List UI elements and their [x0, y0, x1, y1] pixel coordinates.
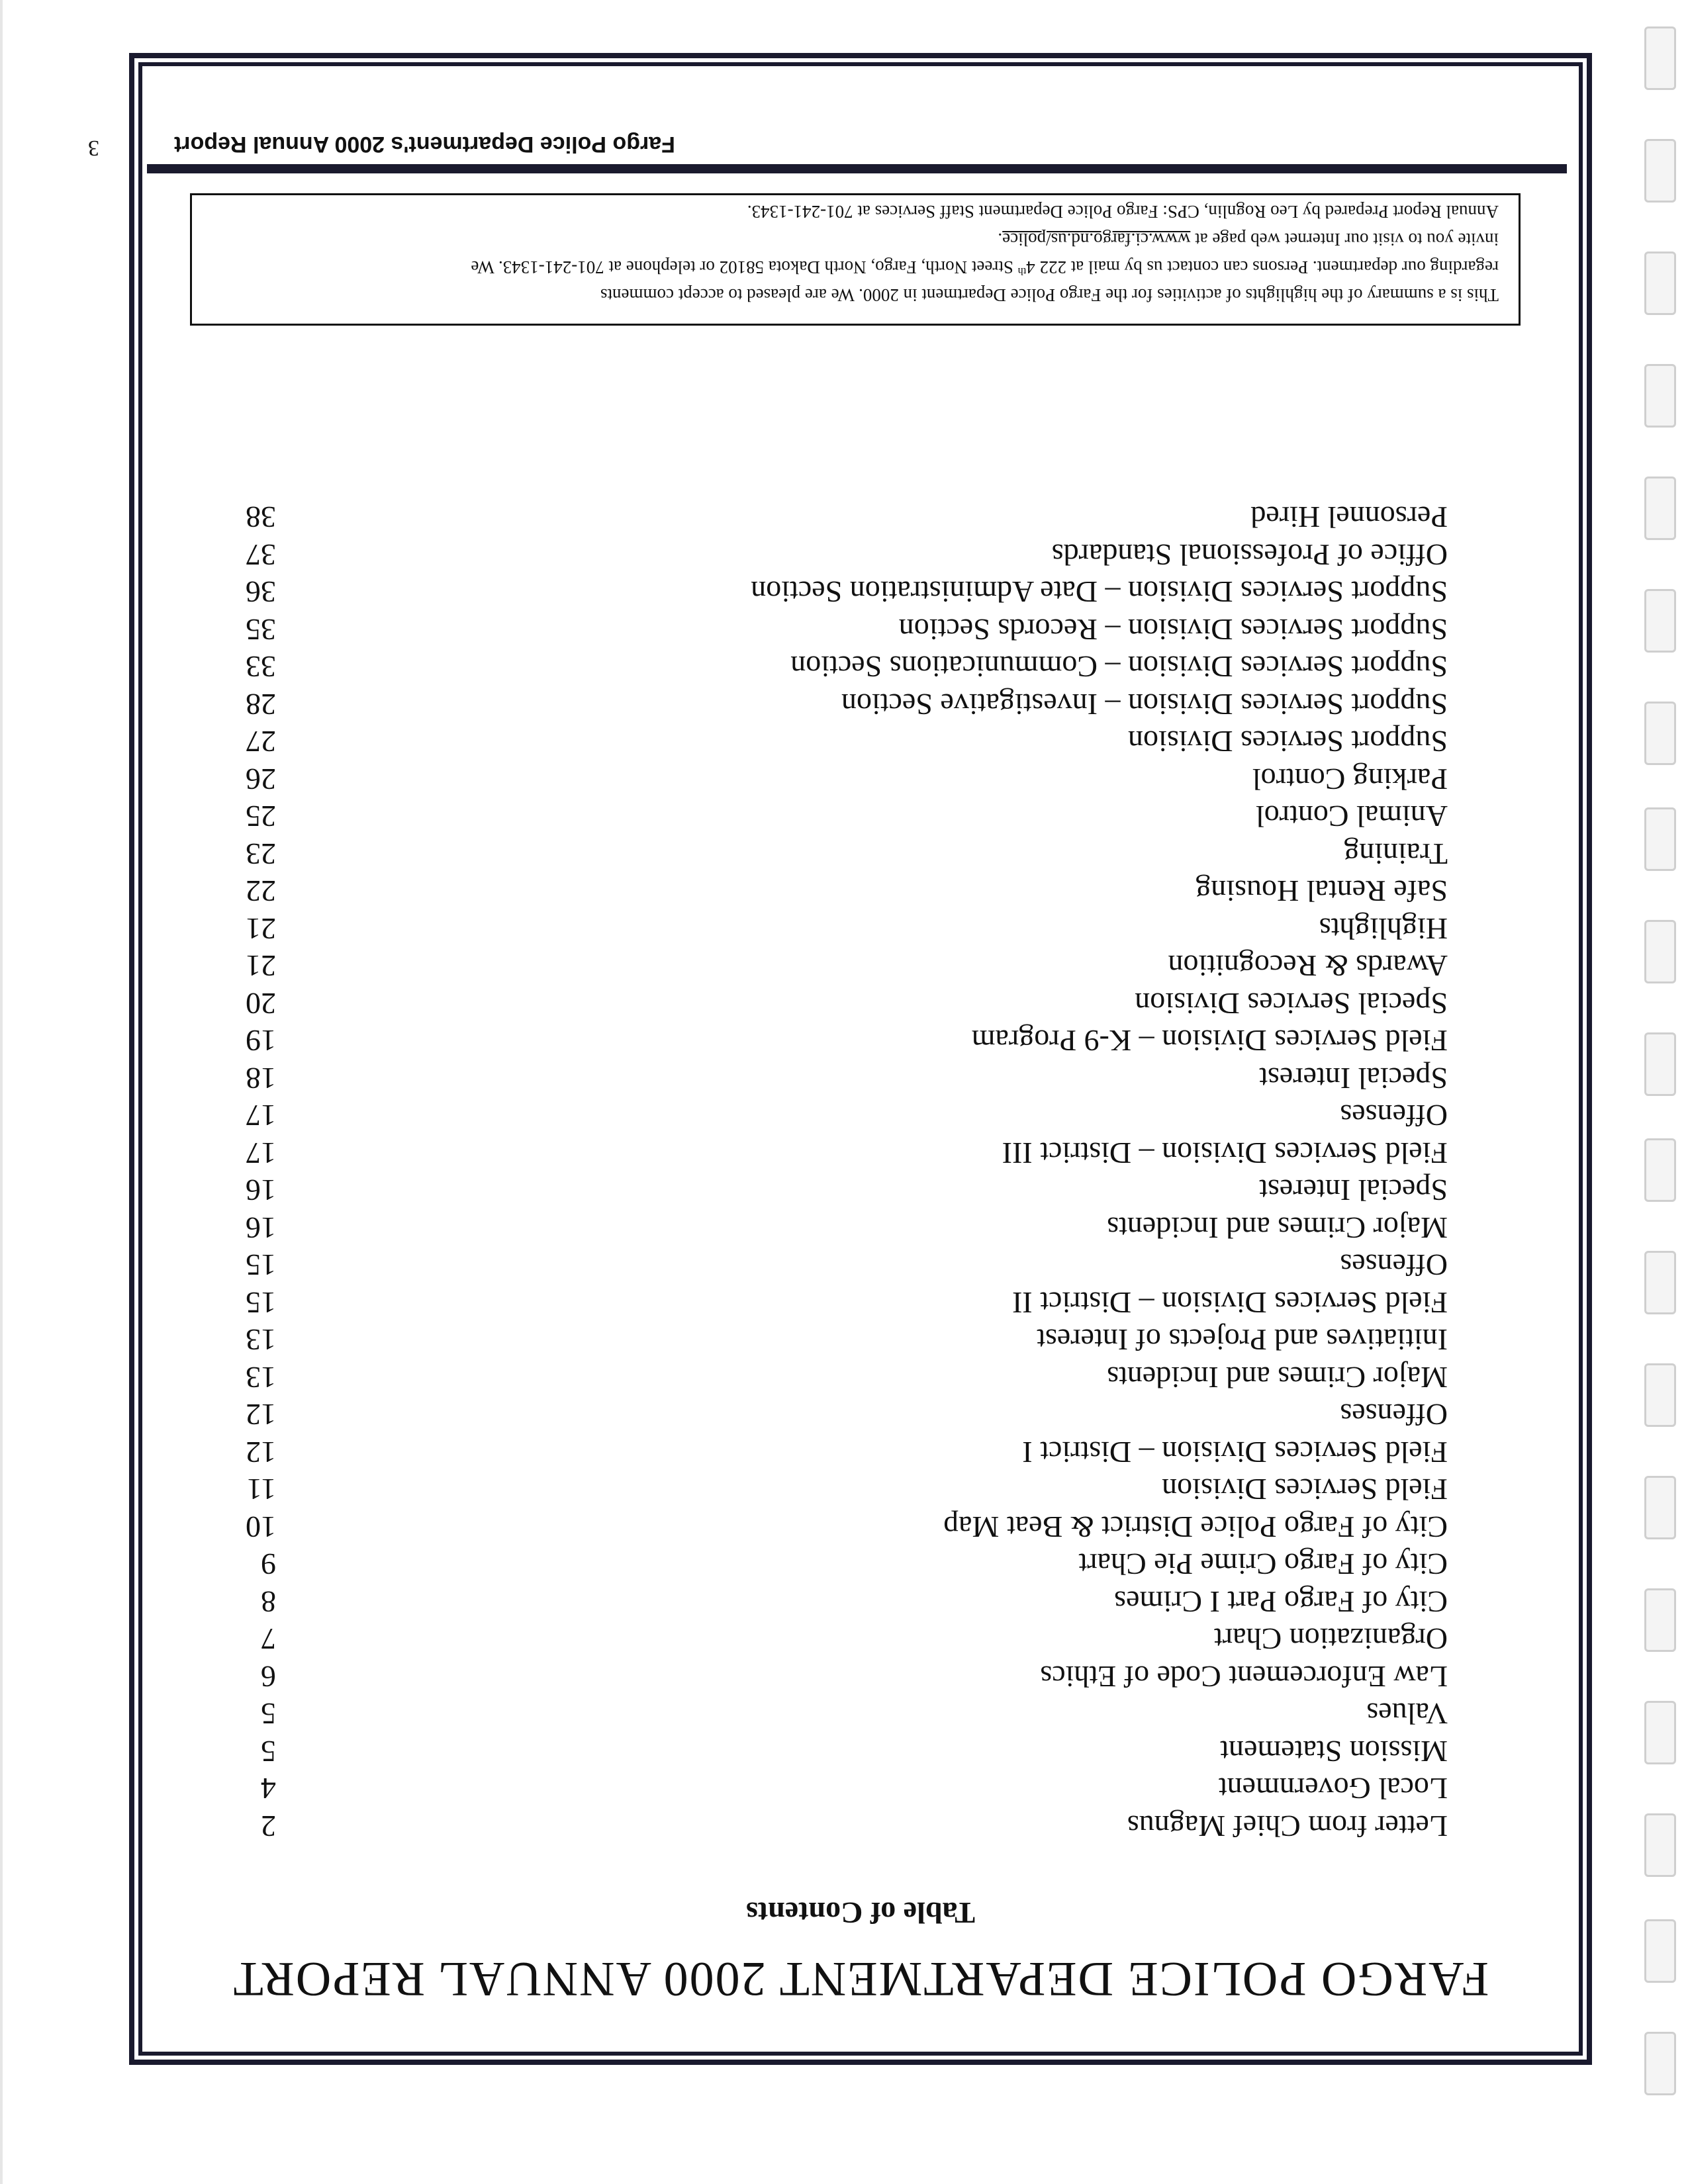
- toc-entry-label: Parking Control: [1252, 762, 1448, 796]
- toc-entry-label: Field Services Division – District III: [1002, 1136, 1448, 1170]
- toc-entry-page: 16: [246, 1211, 276, 1245]
- toc-entry-page: 5: [261, 1697, 276, 1731]
- toc-entry-label: Offenses: [1340, 1099, 1448, 1133]
- toc-entry-page: 16: [246, 1173, 276, 1208]
- toc-entry-page: 10: [246, 1510, 276, 1544]
- toc-entry[interactable]: [223, 985, 1448, 1023]
- toc-entry-page: 28: [246, 688, 276, 721]
- toc-entry[interactable]: [223, 1807, 1448, 1845]
- toc-entry-page: 21: [246, 949, 276, 983]
- toc-entry-page: 23: [246, 837, 276, 871]
- toc-entry[interactable]: [223, 1733, 1448, 1770]
- toc-entry-label: Local Government: [1218, 1772, 1448, 1806]
- toc-entry[interactable]: [223, 1658, 1448, 1696]
- summary-line: [212, 281, 1499, 309]
- toc-entry-label: Field Services Division – District II: [1012, 1286, 1448, 1320]
- toc-entry-page: 33: [246, 650, 276, 684]
- toc-entry[interactable]: [223, 910, 1448, 948]
- toc-entry-label: City of Fargo Part I Crimes: [1114, 1585, 1448, 1619]
- toc-entry-page: 35: [246, 613, 276, 647]
- toc-entry-label: Training: [1344, 837, 1448, 871]
- toc-entry-page: 6: [261, 1660, 276, 1694]
- toc-entry-label: Special Interest: [1259, 1062, 1448, 1095]
- toc-entry[interactable]: [223, 1060, 1448, 1097]
- toc-entry-page: 20: [246, 987, 276, 1021]
- toc-entry[interactable]: [223, 872, 1448, 910]
- toc-entry-label: Offenses: [1340, 1248, 1448, 1283]
- toc-entry-page: 36: [246, 575, 276, 610]
- toc-entry[interactable]: [223, 498, 1448, 536]
- summary-line: [212, 253, 1499, 281]
- toc-entry[interactable]: [223, 1396, 1448, 1433]
- summary-box: [190, 193, 1521, 326]
- toc-entry-label: Personnel Hired: [1250, 500, 1448, 535]
- toc-entry-label: Support Services Division: [1128, 725, 1448, 759]
- summary-text: Annual Report Prepared by Leo Rognlin, CPS: Fargo Police Department Staff Services at 701-241-1343.: [747, 202, 1499, 222]
- summary-text: Street North, Fargo, North Dakota 58102 or telephone at 701-241-1343. We: [471, 257, 1018, 277]
- toc-entry-label: Law Enforcement Code of Ethics: [1040, 1660, 1448, 1694]
- toc-entry-page: 2: [261, 1809, 276, 1843]
- toc-entry-label: Organization Chart: [1214, 1622, 1448, 1657]
- summary-text: This is a summary of the highlights of activities for the Fargo Police Department in 2000. We are pleased to accept comments: [600, 285, 1499, 305]
- toc-entry-label: Field Services Division: [1162, 1473, 1448, 1507]
- toc-entry-label: Support Services Division – Records Section: [898, 613, 1448, 647]
- summary-line: [212, 226, 1499, 253]
- toc-entry[interactable]: [223, 1583, 1448, 1621]
- toc-entry[interactable]: [223, 1246, 1448, 1284]
- toc-entry[interactable]: [223, 573, 1448, 611]
- toc-entry-label: Major Crimes and Incidents: [1107, 1211, 1448, 1245]
- toc-entry-label: Support Services Division – Date Administration Section: [751, 575, 1448, 610]
- toc-entry-label: Field Services Division – K-9 Program: [971, 1024, 1448, 1058]
- toc-entry-page: 8: [261, 1585, 276, 1619]
- toc-entry-page: 19: [246, 1024, 276, 1058]
- toc-entry-label: Special Services Division: [1135, 987, 1448, 1021]
- toc-entry[interactable]: [223, 1545, 1448, 1583]
- toc-entry[interactable]: [223, 1359, 1448, 1396]
- toc-entry[interactable]: [223, 1097, 1448, 1134]
- toc-entry[interactable]: [223, 686, 1448, 723]
- toc-entry[interactable]: [223, 1171, 1448, 1209]
- toc-entry[interactable]: [223, 1209, 1448, 1247]
- toc-entry-page: 5: [261, 1735, 276, 1768]
- toc-entry[interactable]: [223, 835, 1448, 873]
- toc-entry[interactable]: [223, 1284, 1448, 1322]
- toc-entry-page: 7: [261, 1622, 276, 1657]
- toc-entry-label: Safe Rental Housing: [1196, 874, 1448, 909]
- toc-entry-label: City of Fargo Crime Pie Chart: [1078, 1547, 1448, 1582]
- toc-entry-page: 9: [261, 1547, 276, 1582]
- toc-entry-page: 13: [246, 1323, 276, 1357]
- toc-entry-label: Animal Control: [1255, 799, 1448, 834]
- toc-entry[interactable]: [223, 760, 1448, 798]
- toc-entry-label: Office of Professional Standards: [1051, 538, 1448, 572]
- toc-entry-page: 21: [246, 912, 276, 946]
- toc-entry-page: 15: [246, 1248, 276, 1283]
- summary-text: .: [998, 230, 1003, 250]
- toc-entry-label: Highlights: [1319, 912, 1448, 946]
- toc-entry-page: 12: [246, 1435, 276, 1469]
- page-frame: [88, 53, 1592, 2065]
- toc-entry[interactable]: [223, 1433, 1448, 1471]
- toc-entry-label: Awards & Recognition: [1168, 949, 1448, 983]
- toc-entry-label: Offenses: [1340, 1398, 1448, 1432]
- toc-entry[interactable]: [223, 536, 1448, 574]
- toc-entry[interactable]: [223, 1022, 1448, 1060]
- toc-entry-label: Field Services Division – District I: [1022, 1435, 1448, 1469]
- toc-entry[interactable]: [223, 1321, 1448, 1359]
- footer-title: Fargo Police Department's 2000 Annual Report: [174, 132, 675, 157]
- toc-entry[interactable]: [223, 1695, 1448, 1733]
- toc-entry-page: 26: [246, 762, 276, 796]
- toc-entry-label: Special Interest: [1259, 1173, 1448, 1208]
- toc-entry-label: Major Crimes and Incidents: [1107, 1361, 1448, 1394]
- toc-entry-label: Mission Statement: [1220, 1735, 1448, 1768]
- toc-entry-page: 38: [246, 500, 276, 535]
- toc-entry-page: 17: [246, 1136, 276, 1170]
- toc-entry[interactable]: [223, 1508, 1448, 1546]
- website-link[interactable]: www.ci.fargo.nd.us/police: [1002, 230, 1191, 250]
- table-of-contents: [223, 498, 1448, 1844]
- summary-text: invite you to visit our Internet web page at: [1190, 230, 1499, 250]
- toc-entry-label: Initiatives and Projects of Interest: [1037, 1323, 1448, 1357]
- summary-line: [212, 198, 1499, 226]
- toc-entry-page: 15: [246, 1286, 276, 1320]
- toc-entry[interactable]: [223, 648, 1448, 686]
- toc-entry-page: 11: [246, 1473, 276, 1507]
- toc-entry-label: Letter from Chief Magnus: [1127, 1809, 1448, 1843]
- toc-entry[interactable]: [223, 1770, 1448, 1807]
- report-title: FARGO POLICE DEPARTMENT 2000 ANNUAL REPORT: [232, 1952, 1489, 2006]
- toc-entry-page: 22: [246, 874, 276, 909]
- toc-entry[interactable]: [223, 611, 1448, 649]
- superscript: th: [1017, 265, 1027, 277]
- toc-entry[interactable]: [223, 1620, 1448, 1658]
- footer-rule: [147, 164, 1567, 173]
- toc-entry-page: 12: [246, 1398, 276, 1432]
- toc-entry[interactable]: [223, 723, 1448, 760]
- toc-entry-page: 25: [246, 799, 276, 834]
- toc-entry-label: City of Fargo Police District & Beat Map: [943, 1510, 1448, 1544]
- toc-entry-page: 4: [261, 1772, 276, 1806]
- toc-entry[interactable]: [223, 947, 1448, 985]
- toc-entry[interactable]: [223, 1134, 1448, 1172]
- toc-entry-page: 13: [246, 1361, 276, 1394]
- summary-text: regarding our department. Persons can contact us by mail at 222 4: [1026, 257, 1499, 277]
- toc-entry[interactable]: [223, 797, 1448, 835]
- toc-entry-page: 17: [246, 1099, 276, 1133]
- toc-entry-label: Values: [1366, 1697, 1448, 1731]
- toc-entry[interactable]: [223, 1471, 1448, 1508]
- toc-heading: Table of Contents: [746, 1896, 975, 1930]
- toc-entry-page: 37: [246, 538, 276, 572]
- toc-entry-page: 18: [246, 1062, 276, 1095]
- toc-entry-label: Support Services Division – Communications Section: [790, 650, 1448, 684]
- toc-entry-page: 27: [246, 725, 276, 759]
- toc-entry-label: Support Services Division – Investigative Section: [841, 688, 1448, 721]
- page-number: 3: [88, 136, 99, 160]
